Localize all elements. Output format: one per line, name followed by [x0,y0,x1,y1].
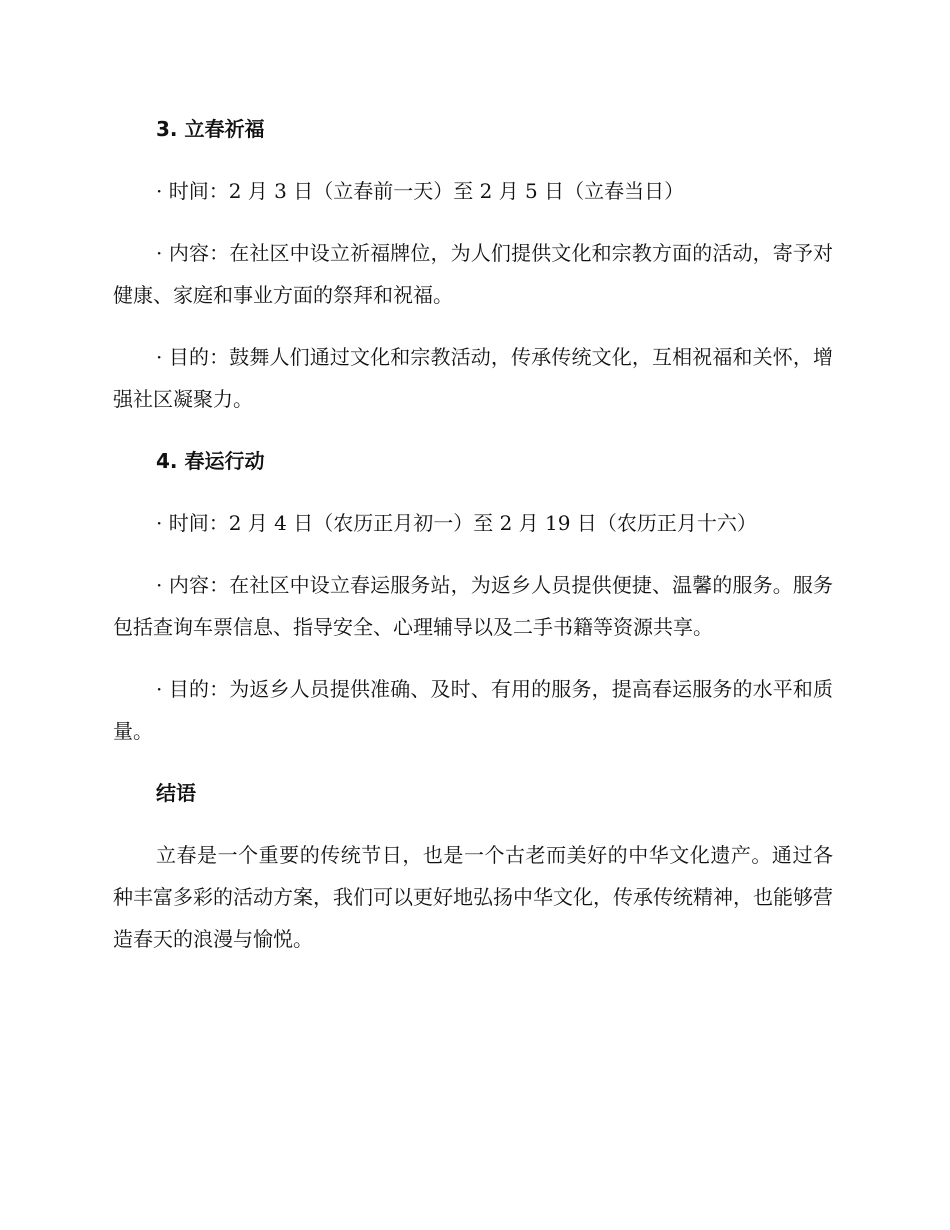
section-3-time: · 时间：2 月 3 日（立春前一天）至 2 月 5 日（立春当日） [156,179,685,203]
section-3-heading: 3. 立春祈福 [156,117,265,141]
section-4-time: · 时间：2 月 4 日（农历正月初一）至 2 月 19 日（农历正月十六） [156,511,757,535]
section-4-purpose: · 目的：为返乡人员提供准确、及时、有用的服务，提高春运服务的水平和质量。 [113,677,833,743]
document-body [113,108,833,980]
conclusion-text: 立春是一个重要的传统节日，也是一个古老而美好的中华文化遗产。通过各种丰富多彩的活动方案，我们可以更好地弘扬中华文化，传承传统精神，也能够营造春天的浪漫与愉悦。 [113,843,833,951]
section-3-content: · 内容：在社区中设立祈福牌位，为人们提供文化和宗教方面的活动，寄予对健康、家庭和事业方面的祭拜和祝福。 [113,241,833,307]
section-4-heading: 4. 春运行动 [156,449,265,473]
conclusion-heading: 结语 [156,781,196,805]
section-4-content: · 内容：在社区中设立春运服务站，为返乡人员提供便捷、温馨的服务。服务包括查询车票信息、指导安全、心理辅导以及二手书籍等资源共享。 [113,573,833,639]
section-3-purpose: · 目的：鼓舞人们通过文化和宗教活动，传承传统文化，互相祝福和关怀，增强社区凝聚力。 [113,345,833,411]
